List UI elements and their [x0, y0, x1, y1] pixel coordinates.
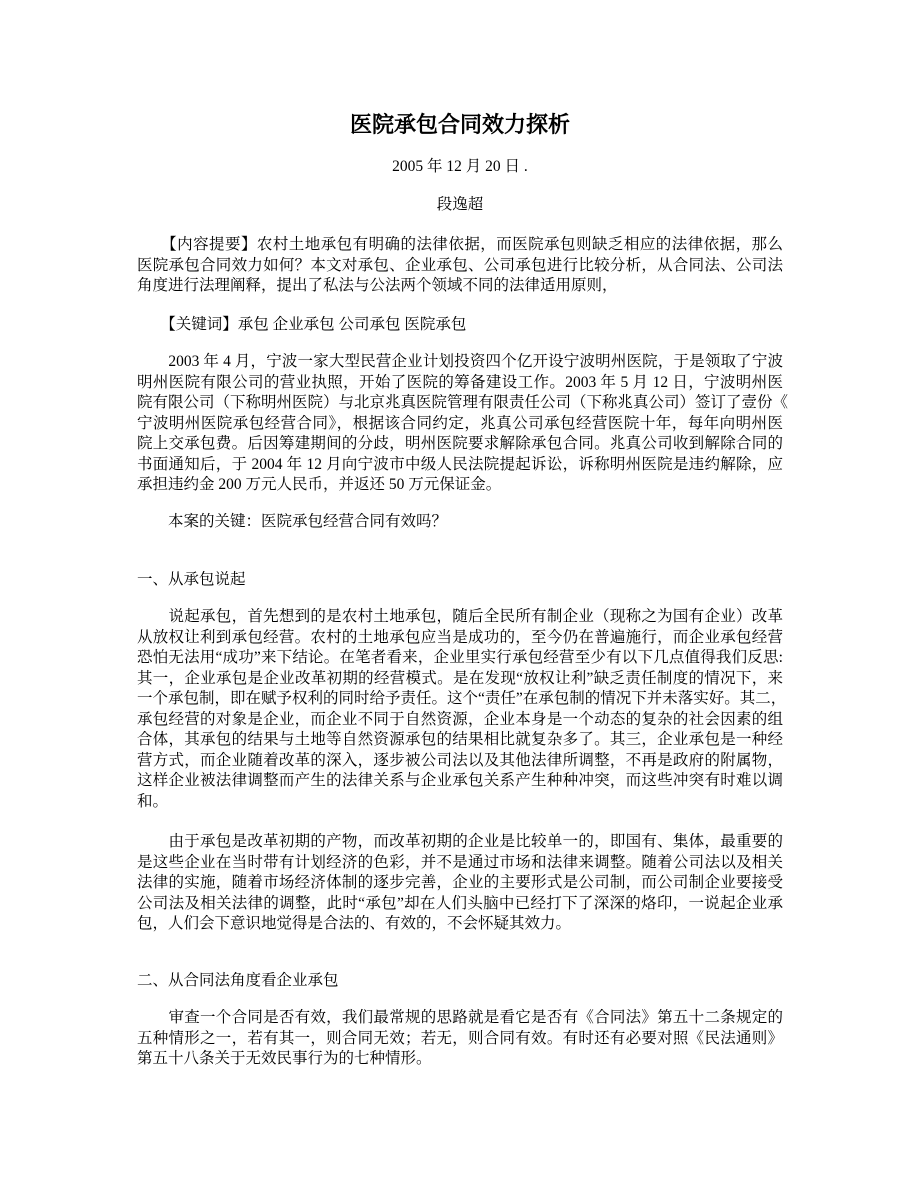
text-line: 院上交承包费。后因筹建期间的分歧，明州医院要求解除承包合同。兆真公司收到解除合同的: [137, 435, 783, 452]
text-line: 角度进行法理阐释，提出了私法与公法两个领域不同的法律适用原则，: [137, 277, 618, 294]
text-line: 一个承包制，即在赋予权利的同时给予责任。这个“责任”在承包制的情况下并未落实好。其二，: [137, 690, 787, 707]
section2-paragraph-1: [137, 1008, 783, 1070]
text-line: 承包经营的对象是企业，而企业不同于自然资源，企业本身是一个动态的复杂的社会因素的组: [137, 710, 783, 728]
text-line: 是这些企业在当时带有计划经济的色彩，并不是通过市场和法律来调整。随着公司法以及相关: [137, 853, 783, 871]
text-line: 这样企业被法律调整而产生的法律关系与企业承包关系产生种种冲突，而这些冲突有时难以调: [137, 772, 783, 789]
text-line: 【内容提要】农村土地承包有明确的法律依据，而医院承包则缺乏相应的法律依据，那么: [137, 236, 783, 253]
text-line: 宁波明州医院承包经营合同》，根据该合同约定，兆真公司承包经营医院十年，每年向明州医: [137, 414, 783, 432]
text-line: 一、从承包说起: [137, 571, 246, 588]
text-line: 营方式，而企业随着改革的深入，逐步被公司法以及其他法律所调整，不再是政府的附属物，: [137, 751, 783, 769]
text-line: 合体，其承包的结果与土地等自然资源承包的结果相比就复杂多了。其三，企业承包是一种经: [137, 731, 783, 748]
text-line: 公司法及相关法律的调整，此时“承包”却在人们头脑中已经打下了深深的烙印，一说起企业承: [137, 894, 783, 912]
text-line: 由于承包是改革初期的产物，而改革初期的企业是比较单一的，即国有、集体，最重要的: [137, 833, 783, 850]
section-heading-1: [137, 570, 783, 591]
text-line: 和。: [137, 792, 169, 810]
text-line: 从放权让利到承包经营。农村的土地承包应当是成功的，至今仍在普遍施行，而企业承包经营: [137, 628, 783, 646]
section1-paragraph-1: [137, 607, 787, 812]
text-line: 恐怕无法用“成功”来下结论。在笔者看来，企业里实行承包经营至少有以下几点值得我们反思:: [137, 649, 783, 666]
text-line: 第五十八条关于无效民事行为的七种情形。: [137, 1050, 432, 1067]
text-line: 说起承包，首先想到的是农村土地承包，随后全民所有制企业（现称之为国有企业）改革: [137, 608, 783, 625]
document-author: 段逸超: [436, 196, 484, 213]
text-line: 院有限公司（下称明州医院）与北京兆真医院管理有限责任公司（下称兆真公司）签订了壹份《: [137, 394, 789, 411]
document-title: 医院承包合同效力探析: [349, 112, 570, 137]
text-line: 包，人们会下意识地觉得是合法的、有效的，不会怀疑其效力。: [137, 915, 572, 932]
section-heading-2: [137, 971, 783, 992]
document-date: 2005 年 12 月 20 日 .: [392, 158, 528, 175]
text-line: 2003 年 4 月，宁波一家大型民营企业计划投资四个亿开设宁波明州医院，于是领取了宁波: [137, 353, 783, 370]
text-line: 二、从合同法角度看企业承包: [137, 972, 339, 989]
text-line: 本案的关键：医院承包经营合同有效吗？: [137, 513, 448, 530]
keywords-paragraph: [137, 315, 783, 336]
abstract-paragraph: [137, 235, 783, 297]
text-line: 承担违约金 200 万元人民币，并返还 50 万元保证金。: [137, 476, 502, 493]
section1-paragraph-2: [137, 832, 783, 935]
text-line: 其一，企业承包是企业改革初期的经营模式。是在发现“放权让利”缺乏责任制度的情况下，来: [137, 669, 783, 687]
text-line: 【关键词】承包 企业承包 公司承包 医院承包: [137, 316, 467, 333]
key-question-paragraph: [137, 512, 783, 533]
text-line: 书面通知后，于 2004 年 12 月向宁波市中级人民法院提起诉讼，诉称明州医院是违约解除，应: [137, 455, 783, 473]
case-paragraph: [137, 352, 789, 496]
text-line: 明州医院有限公司的营业执照，开始了医院的筹备建设工作。2003 年 5 月 12 日，宁波明州医: [137, 373, 783, 391]
text-line: 五种情形之一，若有其一，则合同无效；若无，则合同有效。有时还有必要对照《民法通则》: [137, 1029, 783, 1047]
text-line: 审查一个合同是否有效，我们最常规的思路就是看它是否有《合同法》第五十二条规定的: [137, 1009, 783, 1026]
text-line: 法律的实施，随着市场经济体制的逐步完善，企业的主要形式是公司制，而公司制企业要接受: [137, 874, 783, 891]
text-line: 医院承包合同效力如何？本文对承包、企业承包、公司承包进行比较分析，从合同法、公司法: [137, 256, 783, 274]
